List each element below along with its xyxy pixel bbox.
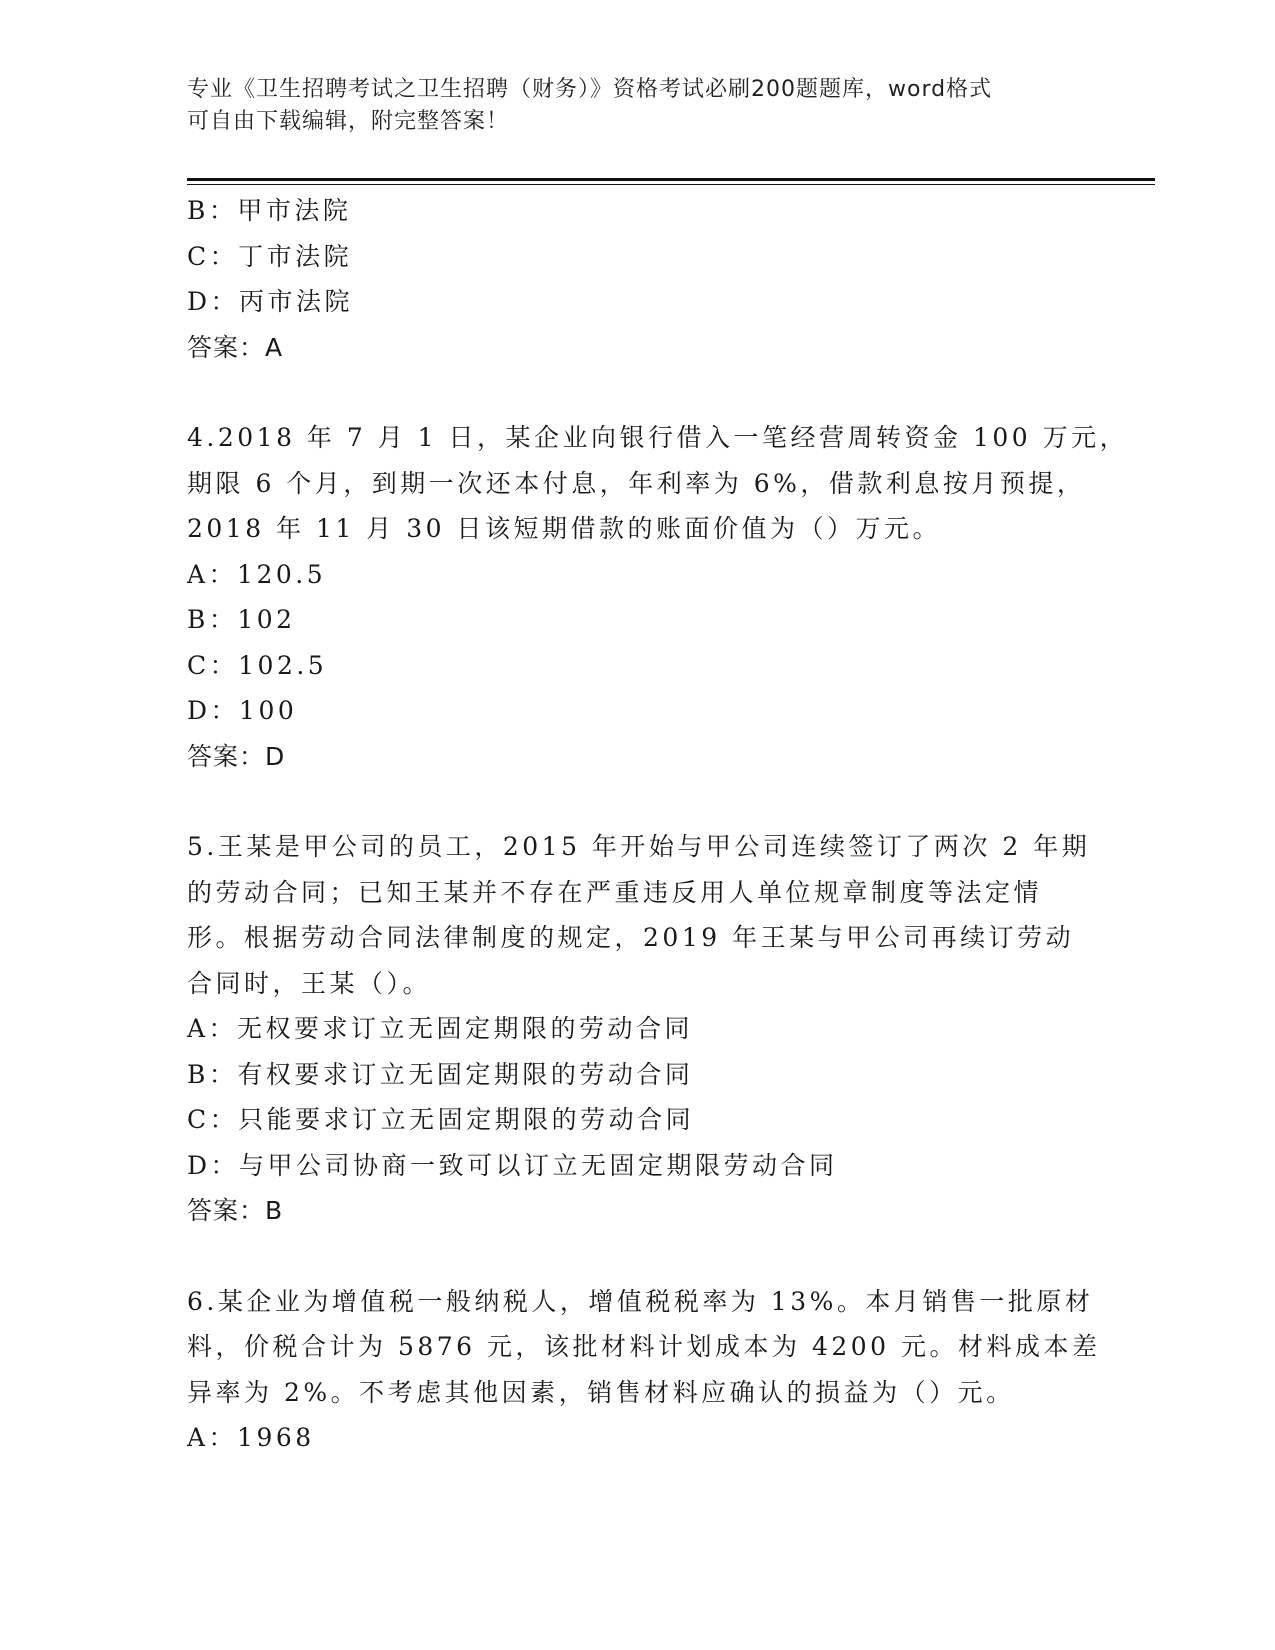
option-c: C：102.5	[187, 650, 328, 680]
answer-line: 答案：A	[187, 332, 284, 362]
question-stem-line: 6.某企业为增值税一般纳税人，增值税税率为 13%。本月销售一批原材	[187, 1286, 1094, 1316]
question-stem-line: 期限 6 个月，到期一次还本付息，年利率为 6%，借款利息按月预提，	[187, 468, 1086, 498]
question-6	[187, 1279, 1101, 1461]
option-d: D：丙市法院	[187, 287, 354, 316]
spacer	[187, 370, 1087, 415]
spacer	[187, 779, 1087, 824]
option-a: A：无权要求订立无固定期限的劳动合同	[187, 1014, 694, 1043]
option-d: D：100	[187, 696, 298, 725]
option-c: C：丁市法院	[187, 241, 353, 271]
question-stem-line: 2018 年 11 月 30 日该短期借款的账面价值为（）万元。	[187, 514, 941, 543]
header-line-1: 专业《卫生招聘考试之卫生招聘（财务）》资格考试必刷200题题库，word格式	[187, 77, 993, 102]
question-4	[187, 415, 1129, 779]
option-b: B：甲市法院	[187, 196, 352, 225]
question-stem-line: 形。根据劳动合同法律制度的规定，2019 年王某与甲公司再续订劳动	[187, 923, 1075, 952]
answer-line: 答案：D	[187, 741, 286, 771]
answer-line: 答案：B	[187, 1196, 284, 1225]
option-b: B：有权要求订立无固定期限的劳动合同	[187, 1059, 694, 1089]
option-a: A：120.5	[187, 559, 327, 589]
header-line-2: 可自由下载编辑，附完整答案！	[187, 109, 510, 134]
option-a: A：1968	[187, 1423, 315, 1452]
question-stem-line: 4.2018 年 7 月 1 日，某企业向银行借入一笔经营周转资金 100 万元，	[187, 423, 1129, 452]
option-b: B：102	[187, 605, 296, 634]
document-body	[187, 188, 1129, 1461]
header-divider-thin	[187, 184, 1155, 185]
question-stem-line: 5.王某是甲公司的员工，2015 年开始与甲公司连续签订了两次 2 年期	[187, 832, 1091, 861]
option-d: D：与甲公司协商一致可以订立无固定期限劳动合同	[187, 1150, 838, 1180]
question-stem-line: 异率为 2%。不考虑其他因素，销售材料应确认的损益为（）元。	[187, 1377, 1015, 1407]
option-c: C：只能要求订立无固定期限的劳动合同	[187, 1105, 695, 1134]
question-3-tail	[187, 188, 1087, 370]
spacer	[187, 1234, 1087, 1279]
document-header	[187, 74, 1087, 138]
question-stem-line: 的劳动合同；已知王某并不存在严重违反用人单位规章制度等法定情	[187, 877, 1043, 907]
header-divider-thick	[187, 178, 1155, 181]
question-stem-line: 合同时，王某（）。	[187, 968, 432, 998]
question-stem-line: 料，价税合计为 5876 元，该批材料计划成本为 4200 元。材料成本差	[187, 1332, 1101, 1361]
question-5	[187, 824, 1091, 1234]
